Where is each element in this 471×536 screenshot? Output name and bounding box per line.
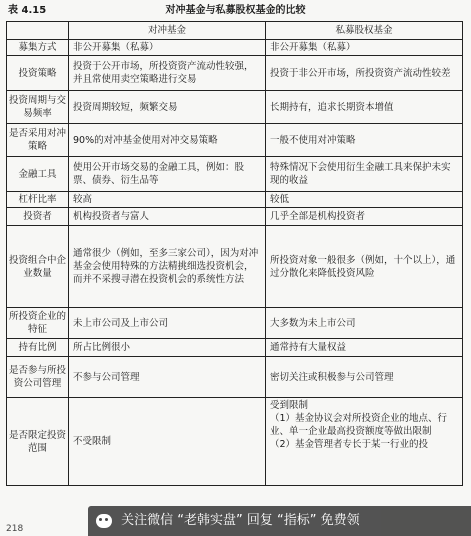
watermark-banner bbox=[88, 506, 471, 536]
row-label: 是否限定投资范围 bbox=[7, 398, 69, 486]
table-number: 表 4.15 bbox=[8, 5, 47, 16]
table-row bbox=[7, 157, 463, 192]
row-label: 杠杆比率 bbox=[7, 192, 69, 208]
hedge-fund-cell: 所占比例很小 bbox=[69, 339, 266, 357]
table-row bbox=[7, 124, 463, 157]
private-equity-cell: 密切关注或积极参与公司管理 bbox=[266, 357, 463, 398]
private-equity-cell: 长期持有，追求长期资本增值 bbox=[266, 91, 463, 124]
hedge-fund-cell: 非公开募集（私募） bbox=[69, 40, 266, 56]
table-row bbox=[7, 40, 463, 56]
hedge-fund-cell: 不参与公司管理 bbox=[69, 357, 266, 398]
wechat-icon bbox=[96, 514, 112, 528]
table-row bbox=[7, 357, 463, 398]
table-row bbox=[7, 398, 463, 486]
private-equity-cell: 非公开募集（私募） bbox=[266, 40, 463, 56]
private-equity-cell: 较低 bbox=[266, 192, 463, 208]
row-label: 投资周期与交易频率 bbox=[7, 91, 69, 124]
row-label: 持有比例 bbox=[7, 339, 69, 357]
hedge-fund-cell: 不受限制 bbox=[69, 398, 266, 486]
row-label: 投资者 bbox=[7, 208, 69, 226]
header-private-equity: 私募股权基金 bbox=[266, 22, 463, 40]
hedge-fund-cell: 通常很少（例如，至多三家公司），因为对冲基金会使用特殊的方法精挑细选投资机会，而并不采搜寻潜在投资机会的系统性方法 bbox=[69, 226, 266, 308]
row-label: 是否参与所投资公司管理 bbox=[7, 357, 69, 398]
table-row bbox=[7, 226, 463, 308]
hedge-fund-cell: 使用公开市场交易的金融工具，例如：股票、债券、衍生品等 bbox=[69, 157, 266, 192]
row-label: 投资组合中企业数量 bbox=[7, 226, 69, 308]
private-equity-cell: 受到限制 （1）基金协议会对所投资企业的地点、行业、单一企业最高投资额度等做出限制 （2）基金管理者专长于某一行业的投 bbox=[266, 398, 463, 486]
table-row bbox=[7, 91, 463, 124]
hedge-fund-cell: 90%的对冲基金使用对冲交易策略 bbox=[69, 124, 266, 157]
row-label: 募集方式 bbox=[7, 40, 69, 56]
hedge-fund-cell: 较高 bbox=[69, 192, 266, 208]
table-caption bbox=[0, 3, 471, 19]
hedge-fund-cell: 投资于公开市场，所投资资产流动性较强，并且常使用卖空策略进行交易 bbox=[69, 56, 266, 91]
hedge-fund-cell: 机构投资者与富人 bbox=[69, 208, 266, 226]
page-number: 218 bbox=[6, 524, 24, 534]
table-row bbox=[7, 56, 463, 91]
header-hedge-fund: 对冲基金 bbox=[69, 22, 266, 40]
table-row bbox=[7, 339, 463, 357]
private-equity-cell: 大多数为未上市公司 bbox=[266, 308, 463, 339]
row-label: 是否采用对冲策略 bbox=[7, 124, 69, 157]
comparison-table bbox=[6, 21, 463, 486]
row-label: 投资策略 bbox=[7, 56, 69, 91]
hedge-fund-cell: 投资周期较短，频繁交易 bbox=[69, 91, 266, 124]
private-equity-cell: 一般不使用对冲策略 bbox=[266, 124, 463, 157]
table-title: 对冲基金与私募股权基金的比较 bbox=[165, 5, 306, 16]
private-equity-cell: 投资于非公开市场，所投资资产流动性较差 bbox=[266, 56, 463, 91]
hedge-fund-cell: 未上市公司及上市公司 bbox=[69, 308, 266, 339]
private-equity-cell: 特殊情况下会使用衍生金融工具来保护未实现的收益 bbox=[266, 157, 463, 192]
private-equity-cell: 几乎全部是机构投资者 bbox=[266, 208, 463, 226]
watermark-text: 关注微信 “老韩实盘” 回复 “指标” 免费领 bbox=[121, 513, 360, 528]
table-row bbox=[7, 208, 463, 226]
row-label: 金融工具 bbox=[7, 157, 69, 192]
table-row bbox=[7, 308, 463, 339]
header-empty bbox=[7, 22, 69, 40]
private-equity-cell: 所投资对象一般很多（例如，十个以上），通过分散化来降低投资风险 bbox=[266, 226, 463, 308]
private-equity-cell: 通常持有大量权益 bbox=[266, 339, 463, 357]
table-header-row bbox=[7, 22, 463, 40]
row-label: 所投资企业的特征 bbox=[7, 308, 69, 339]
table-row bbox=[7, 192, 463, 208]
table-body bbox=[7, 40, 463, 486]
